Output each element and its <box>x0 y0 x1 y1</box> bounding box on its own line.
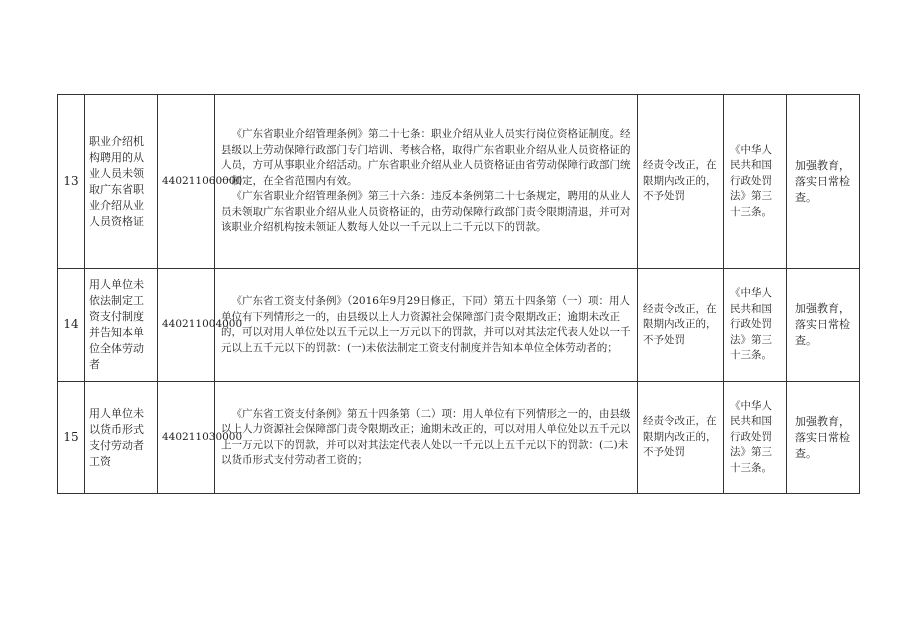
exemption-reference: 《中华人民共和国行政处罚法》第三十三条。 <box>724 95 787 269</box>
follow-up-measure: 加强教育，落实日常检查。 <box>787 382 860 494</box>
row-number: 15 <box>58 382 85 494</box>
exemption-condition: 经责令改正，在限期内改正的，不予处罚 <box>638 95 724 269</box>
violation-item: 职业介绍机构聘用的从业人员未领取广东省职业介绍从业人员资格证 <box>85 95 158 269</box>
follow-up-measure: 加强教育，落实日常检查。 <box>787 269 860 382</box>
table-row <box>58 95 860 269</box>
exemption-reference: 《中华人民共和国行政处罚法》第三十三条。 <box>724 269 787 382</box>
exemption-condition: 经责令改正，在限期内改正的，不予处罚 <box>638 382 724 494</box>
item-code: 440211004000 <box>158 269 215 382</box>
legal-basis-paragraph: 《广东省职业介绍管理条例》第二十七条：职业介绍从业人员实行岗位资格证制度。经县级以上劳动保障行政部门专门培训、考核合格，取得广东省职业介绍从业人员资格证的人员，方可从事职业介绍活动。广东省职业介绍从业人员资格证由省劳动保障行政部门统一制定，在全省范围内有效。 <box>221 128 631 187</box>
regulation-table <box>57 94 860 494</box>
legal-basis-paragraph: 《广东省职业介绍管理条例》第三十六条：违反本条例第二十七条规定，聘用的从业人员未领取广东省职业介绍从业人员资格证的，由劳动保障行政部门责令限期清退，并可对该职业介绍机构按未领证人数每人处以一千元以上二千元以下的罚款。 <box>221 190 631 234</box>
violation-item: 用人单位未以货币形式支付劳动者工资 <box>85 382 158 494</box>
table-row <box>58 269 860 382</box>
legal-basis <box>215 269 638 382</box>
legal-basis <box>215 382 638 494</box>
violation-item: 用人单位未依法制定工资支付制度并告知本单位全体劳动者 <box>85 269 158 382</box>
item-code: 440211060000 <box>158 95 215 269</box>
exemption-reference: 《中华人民共和国行政处罚法》第三十三条。 <box>724 382 787 494</box>
legal-basis-paragraph: 《广东省工资支付条例》（2016年9月29日修正，下同）第五十四条第（一）项：用人单位有下列情形之一的，由县级以上人力资源社会保障部门责令限期改正；逾期未改正的，可以对用人单位处以五千元以上一万元以下的罚款，并可以对其法定代表人处以一千元以上五千元以下的罚款：(一)未依法制定工资支付制度并告知本单位全体劳动者的； <box>221 295 631 354</box>
row-number: 13 <box>58 95 85 269</box>
legal-basis <box>215 95 638 269</box>
legal-basis-paragraph: 《广东省工资支付条例》第五十四条第（二）项：用人单位有下列情形之一的，由县级以上人力资源社会保障部门责令限期改正；逾期未改正的，可以对用人单位处以五千元以上一万元以下的罚款，并可以对其法定代表人处以一千元以上五千元以下的罚款：(二)未以货币形式支付劳动者工资的； <box>221 407 631 466</box>
item-code: 440211030000 <box>158 382 215 494</box>
exemption-condition: 经责令改正，在限期内改正的，不予处罚 <box>638 269 724 382</box>
row-number: 14 <box>58 269 85 382</box>
table-row <box>58 382 860 494</box>
follow-up-measure: 加强教育，落实日常检查。 <box>787 95 860 269</box>
